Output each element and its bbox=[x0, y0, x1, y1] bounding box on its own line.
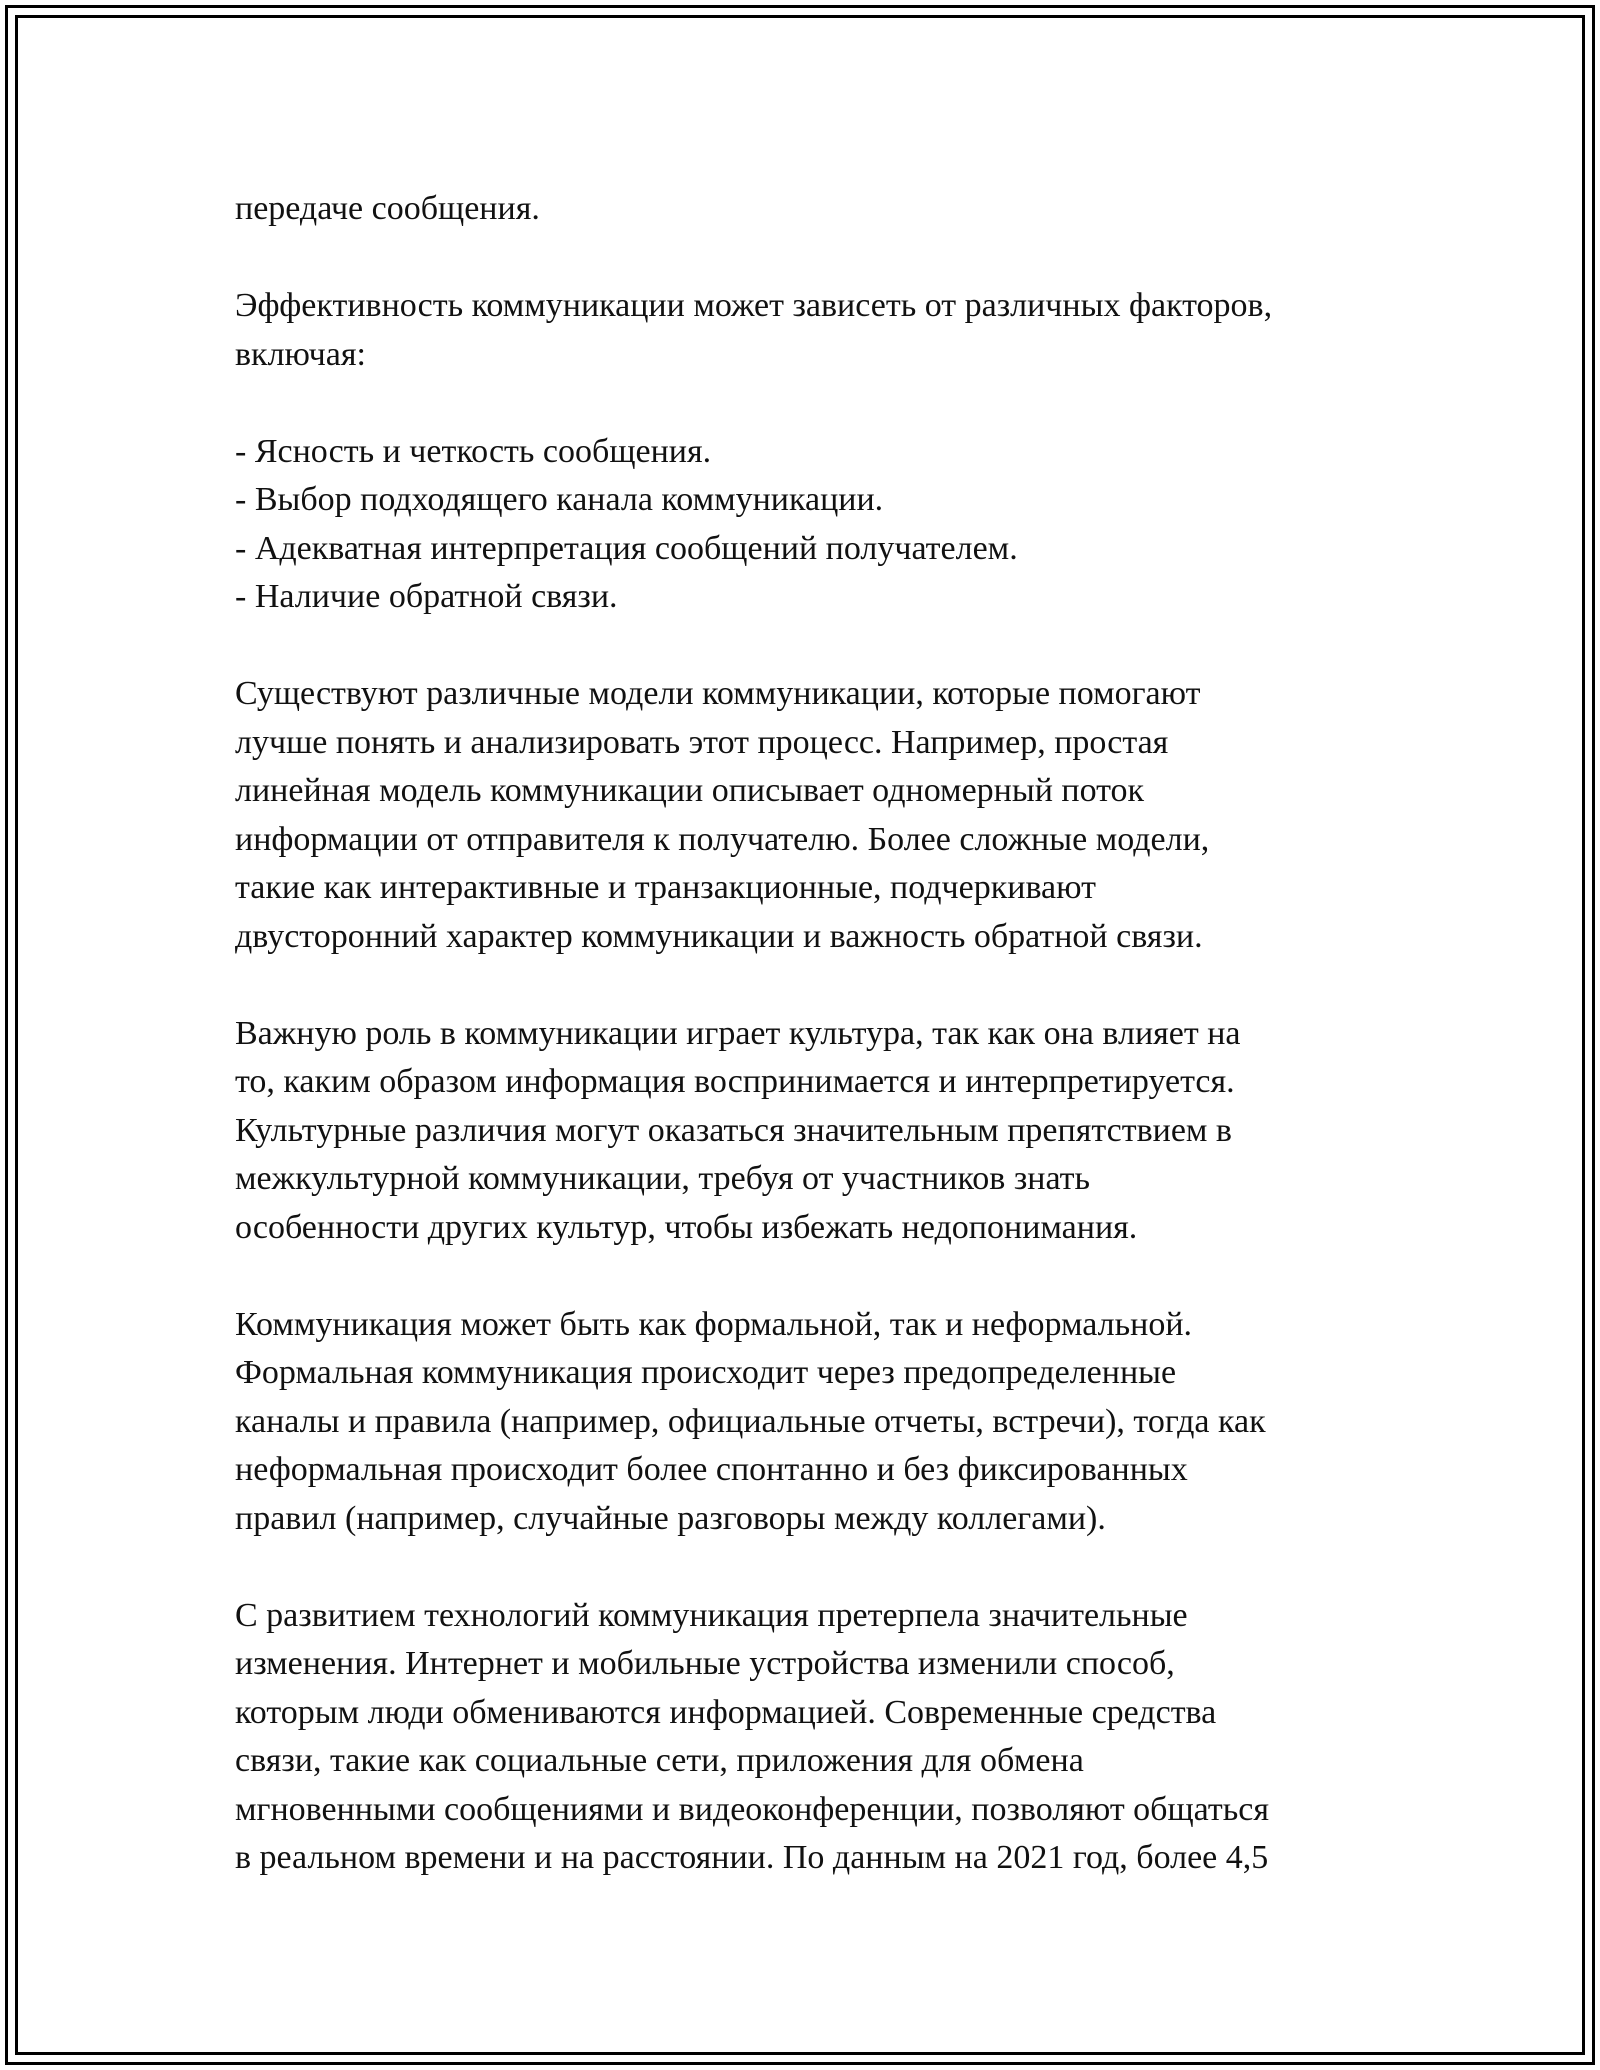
list-item: - Наличие обратной связи. bbox=[235, 578, 618, 615]
paragraph-effectiveness-intro: Эффективность коммуникации может зависеть от различных факторов, включая: bbox=[235, 287, 1273, 373]
document-page bbox=[235, 185, 1385, 1883]
paragraph-formal-informal: Коммуникация может быть как формальной, так и неформальной. Формальная коммуникация происходит через предопределенные каналы и правила (например, официальные отчеты, встречи), тогда как неформальная происходит более спонтанно и без фиксированных правил (например, случайные разговоры между коллегами). bbox=[235, 1305, 1266, 1537]
paragraph-culture: Важную роль в коммуникации играет культура, так как она влияет на то, каким образом информация воспринимается и интерпретируется. Культурные различия могут оказаться значительным препятствием в межкультурной коммуникации, требуя от участников знать особенности других культур, чтобы избежать недопонимания. bbox=[235, 1014, 1241, 1246]
paragraph-technology: С развитием технологий коммуникация претерпела значительные изменения. Интернет и мобильные устройства изменили способ, которым люди обмениваются информацией. Современные средства связи, такие как социальные сети, приложения для обмена мгновенными сообщениями и видеоконференции, позволяют общаться в реальном времени и на расстоянии. По данным на 2021 год, более 4,5 bbox=[235, 1596, 1269, 1876]
list-item: - Ясность и четкость сообщения. bbox=[235, 432, 712, 470]
list-item: - Выбор подходящего канала коммуникации. bbox=[235, 481, 884, 518]
list-item: - Адекватная интерпретация сообщений получателем. bbox=[235, 529, 1018, 567]
factors-list bbox=[235, 428, 1385, 622]
paragraph-continuation: передаче сообщения. bbox=[235, 190, 540, 227]
paragraph-models: Существуют различные модели коммуникации, которые помогают лучше понять и анализировать этот процесс. Например, простая линейная модель коммуникации описывает одномерный поток информации от отправителя к получателю. Более сложные модели, такие как интерактивные и транзакционные, подчеркивают двусторонний характер коммуникации и важность обратной связи. bbox=[235, 675, 1210, 955]
